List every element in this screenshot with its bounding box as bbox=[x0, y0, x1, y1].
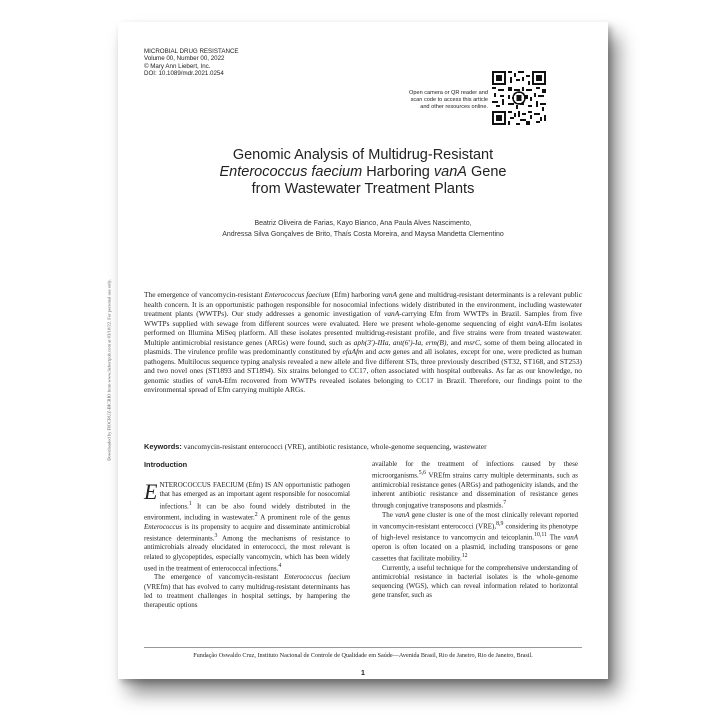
qr-caption: Open camera or QR reader and scan code to access this article and other resources online. bbox=[409, 90, 488, 110]
journal-copyright: © Mary Ann Liebert, Inc. bbox=[144, 62, 211, 70]
intro-paragraph-5: Currently, a useful technique for the comprehensive understanding of antimicrobial resistance in bacterial isolates is the whole-genome sequencing (WGS), which can reveal information related to horizontal gene transfer, such as bbox=[372, 563, 578, 600]
body-column-left bbox=[144, 460, 350, 610]
intro-paragraph-1: ENTEROCOCCUS FAECIUM (Efm) IS AN opportunistic pathogen that has emerged as an important agent responsible for nosocomial infections.$^1$ It can be also found widely distributed in the environment, including in wastewater.$^2$ A prominent role of the genus Enterococcus is its propensity to acquire and disseminate antimicrobial resistance determinants.$^3$ Among the mechanisms of resistance to antimicrobials already elucidated in enterococci, the most relevant is related to glycopeptides, especially vancomycin, which has been widely used in the treatment of enterococcal infections.$^4$ bbox=[144, 479, 350, 573]
body-column-right bbox=[372, 460, 578, 600]
intro-paragraph-4: The vanA gene cluster is one of the most clinically relevant reported in vancomycin-resistant enterococci (VRE),$^{8,9}$ considering its phenotype of high-level resistance to vancomycin and teicoplanin.$^{10,11}$ The vanA operon is often located on a plasmid, including transposons or gene cassettes that facilitate mobility.$^{12}$ bbox=[372, 510, 578, 563]
page-number: 1 bbox=[361, 670, 365, 677]
journal-name: MICROBIAL DRUG RESISTANCE bbox=[144, 48, 239, 55]
footnote-divider bbox=[144, 647, 582, 648]
affiliation-footnote: Fundação Oswaldo Cruz, Instituto Nacional de Controle de Qualidade em Saúde—Avenida Brasil, Rio de Janeiro, Rio de Janeiro, Brasil. bbox=[193, 652, 533, 659]
journal-header bbox=[144, 48, 239, 78]
section-heading: Introduction bbox=[144, 460, 188, 469]
journal-volume: Volume 00, Number 00, 2022 bbox=[144, 55, 225, 63]
drop-cap: E bbox=[144, 479, 158, 505]
intro-paragraph-3: available for the treatment of infections caused by these microorganisms.$^{5,6}$ VREfm strains carry multiple determinants, such as antimicrobial resistance genes (ARGs) and pathogenicity islands, and the inherent antibiotic resistance and dissemination of resistance genes through conjugative transposons and plasmids.$^7$ bbox=[372, 460, 578, 510]
author-list: Beatriz Oliveira de Farias, Kayo Bianco, Ana Paula Alves Nascimento, Andressa Silva Gonçalves de Brito, Thaís Costa Moreira, and Maysa Mandetta Clementino bbox=[222, 220, 504, 238]
journal-doi[interactable]: DOI: 10.1089/mdr.2021.0254 bbox=[144, 70, 224, 78]
article-title: Genomic Analysis of Multidrug-Resistant Enterococcus faecium Harboring vanA Gene from Wastewater Treatment Plants bbox=[219, 147, 507, 197]
keywords: Keywords: vancomycin-resistant enterococci (VRE), antibiotic resistance, whole-genome sequencing, wastewater bbox=[144, 442, 487, 451]
intro-paragraph-2: The emergence of vancomycin-resistant Enterococcus faecium (VREfm) that has evolved to carry multidrug-resistant determinants has led to treatment challenges in hospital settings, by hampering the therapeutic options bbox=[144, 573, 350, 609]
qr-code-icon[interactable] bbox=[492, 71, 546, 125]
abstract: The emergence of vancomycin-resistant Enterococcus faecium (Efm) harboring vanA gene and multidrug-resistant determinants is a relevant public health concern. It is an opportunistic pathogen responsible for nosocomial infections widely distributed in the environment, including wastewater treatment plants (WWTPs). Our study addresses a genomic investigation of vanA-carrying Efm from WWTPs in Brazil. Samples from five WWTPs supplied with sewage from different sources were evaluated. Here we present whole-genome sequencing of eight vanA-Efm isolates performed on Illumina MiSeq platform. All these isolates presented multidrug-resistant profile, and five strains were from treated wastewater. Multiple antimicrobial resistance genes (ARGs) were found, such as aph(3′)-IIIa, ant(6′)-Ia, erm(B), and msrC, some of them being allocated in plasmids. The virulence profile was predominantly constituted by efaAfm and acm genes and all isolates, except for one, were predicted as human pathogens. Multilocus sequence typing analysis revealed a new allele and five different STs, three previously described (ST32, ST168, and ST253) and two novel ones (ST1893 and ST1894). Six strains belonged to CC17, often associated with hospital outbreaks. As far as our knowledge, no genomic studies of vanA-Efm recovered from WWTPs revealed isolates belonging to CC17 in Brazil. Therefore, our findings point to the environmental spread of Efm carrying multiple ARGs. bbox=[144, 290, 583, 394]
download-watermark: Downloaded by FIOCRUZ-BICRIO from www.liebertpub.com at 03/10/22. For personal use only. bbox=[106, 278, 112, 461]
journal-page bbox=[106, 22, 608, 679]
